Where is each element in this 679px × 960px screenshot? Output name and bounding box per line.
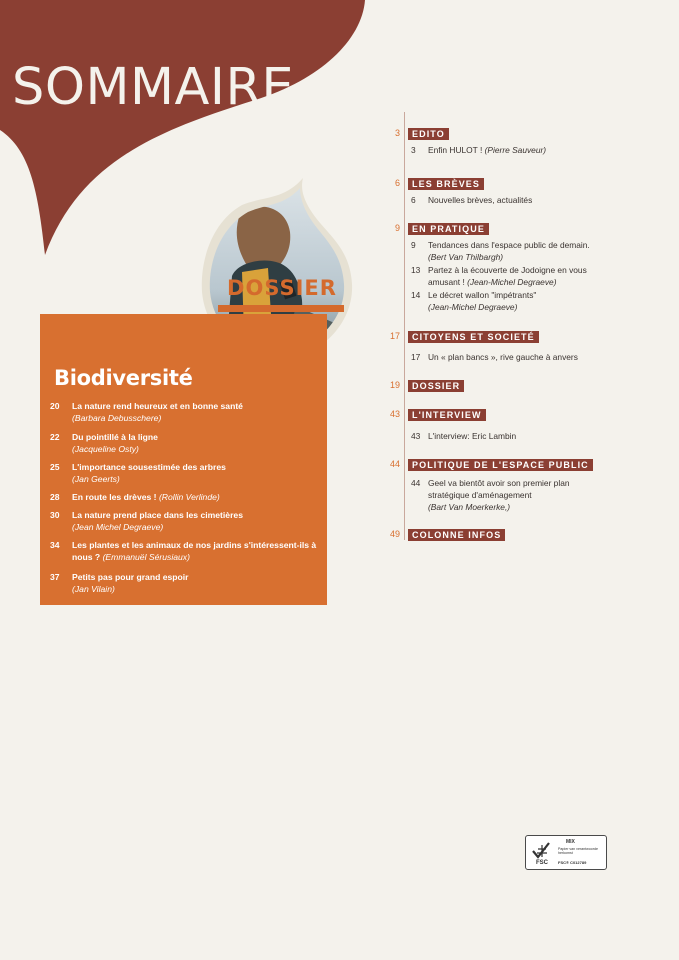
toc-entry[interactable] (411, 264, 611, 288)
entry-page: 13 (411, 265, 421, 275)
entry-author: (Jean-Michel Degraeve) (428, 302, 518, 312)
dossier-item-author: (Rollin Verlinde) (158, 492, 220, 502)
section-heading-citoyens[interactable]: CITOYENS ET SOCIETÉ (408, 331, 539, 343)
dossier-rule (218, 305, 344, 312)
entry-text: L'interview: Eric Lambin (428, 431, 517, 441)
entry-text: Un « plan bancs », rive gauche à anvers (428, 352, 578, 362)
toc-entry[interactable] (411, 289, 611, 313)
section-heading-interview[interactable]: L'INTERVIEW (408, 409, 486, 421)
section-heading-en-pratique[interactable]: EN PRATIQUE (408, 223, 489, 235)
page-title: SOMMAIRE (12, 58, 295, 117)
entry-text: Le décret wallon "impétrants" (428, 290, 537, 300)
dossier-item-page: 25 (50, 462, 60, 472)
toc-entry[interactable] (411, 477, 596, 513)
entry-page: 44 (411, 478, 421, 488)
toc-entry[interactable] (411, 430, 611, 442)
toc-entry[interactable] (411, 239, 611, 263)
dossier-item[interactable] (50, 540, 320, 563)
dossier-title: Biodiversité (54, 366, 193, 390)
entry-page: 17 (411, 352, 421, 362)
dossier-item[interactable] (50, 510, 320, 533)
entry-page: 43 (411, 431, 421, 441)
fsc-code: FSC® C012789 (558, 860, 587, 865)
dossier-item-title: L'importance sousestimée des arbres (72, 462, 226, 472)
dossier-item-title: Du pointillé à la ligne (72, 432, 158, 442)
entry-text: Geel va bientôt avoir son premier plan stratégique d'aménagement (428, 478, 570, 500)
dossier-item[interactable] (50, 492, 320, 504)
dossier-item-page: 22 (50, 432, 60, 442)
toc-entry[interactable] (411, 351, 631, 363)
section-heading-politique[interactable]: POLITIQUE DE L'ESPACE PUBLIC (408, 459, 593, 471)
entry-text: Tendances dans l'espace public de demain. (428, 240, 590, 250)
dossier-item-title: La nature rend heureux et en bonne santé (72, 401, 243, 411)
section-heading-edito[interactable]: EDITO (408, 128, 449, 140)
dossier-item-title: La nature prend place dans les cimetières (72, 510, 243, 520)
section-page: 19 (389, 380, 400, 390)
dossier-item-author: (Jan Vilain) (72, 583, 115, 594)
dossier-item[interactable] (50, 401, 320, 424)
entry-page: 14 (411, 290, 421, 300)
section-page: 9 (394, 223, 400, 233)
dossier-item-author: (Jacqueline Osty) (72, 443, 139, 454)
dossier-item-title: Petits pas pour grand espoir (72, 572, 189, 582)
section-heading-dossier[interactable]: DOSSIER (408, 380, 464, 392)
dossier-item-author: (Barbara Debusschere) (72, 412, 162, 423)
dossier-item-page: 30 (50, 510, 60, 520)
dossier-item[interactable] (50, 462, 320, 485)
fsc-mix-label: MIX (566, 839, 575, 845)
dossier-item-page: 37 (50, 572, 60, 582)
fsc-tree-checkmark-icon (529, 839, 555, 866)
dossier-item-title: En route les drèves ! (72, 492, 157, 502)
dossier-item-author: (Emmanuël Sérusiaux) (102, 551, 190, 562)
dossier-item-author: (Jan Geerts) (72, 473, 120, 484)
entry-author: (Jean-Michel Degraeve) (467, 277, 557, 287)
entry-author: (Bart Van Moerkerke,) (428, 502, 511, 512)
toc-entry[interactable] (411, 144, 611, 156)
entry-page: 6 (411, 195, 416, 205)
dossier-item-page: 34 (50, 540, 60, 550)
toc-divider (404, 112, 405, 540)
entry-author: (Pierre Sauveur) (484, 145, 547, 155)
entry-page: 3 (411, 145, 416, 155)
dossier-item[interactable] (50, 432, 320, 455)
fsc-logo (525, 835, 607, 870)
dossier-tag: DOSSIER (227, 276, 337, 300)
fsc-description: Papier van verantwoorde herkomst (558, 847, 598, 855)
dossier-item-page: 20 (50, 401, 60, 411)
section-page: 6 (394, 178, 400, 188)
entry-text: Enfin HULOT ! (428, 145, 483, 155)
dossier-item-author: (Jean Michel Degraeve) (72, 521, 164, 532)
section-heading-breves[interactable]: LES BRÈVES (408, 178, 484, 190)
dossier-item-title: Les plantes et les animaux de nos jardins s'intéressent-ils à nous ? (72, 540, 317, 562)
entry-author: (Bert Van Thilbargh) (428, 252, 504, 262)
entry-page: 9 (411, 240, 416, 250)
fsc-brand: FSC (536, 860, 548, 866)
dossier-item-page: 28 (50, 492, 60, 502)
entry-text: Nouvelles brèves, actualités (428, 195, 533, 205)
section-page: 43 (389, 409, 400, 419)
section-page: 49 (389, 529, 400, 539)
entry-text: Partez à la écouverte de Jodoigne en vous amusant ! (428, 265, 587, 287)
section-page: 17 (389, 331, 400, 341)
dossier-item[interactable] (50, 572, 320, 595)
toc-entry[interactable] (411, 194, 611, 206)
section-heading-colonne-infos[interactable]: COLONNE INFOS (408, 529, 505, 541)
section-page: 3 (394, 128, 400, 138)
section-page: 44 (389, 459, 400, 469)
